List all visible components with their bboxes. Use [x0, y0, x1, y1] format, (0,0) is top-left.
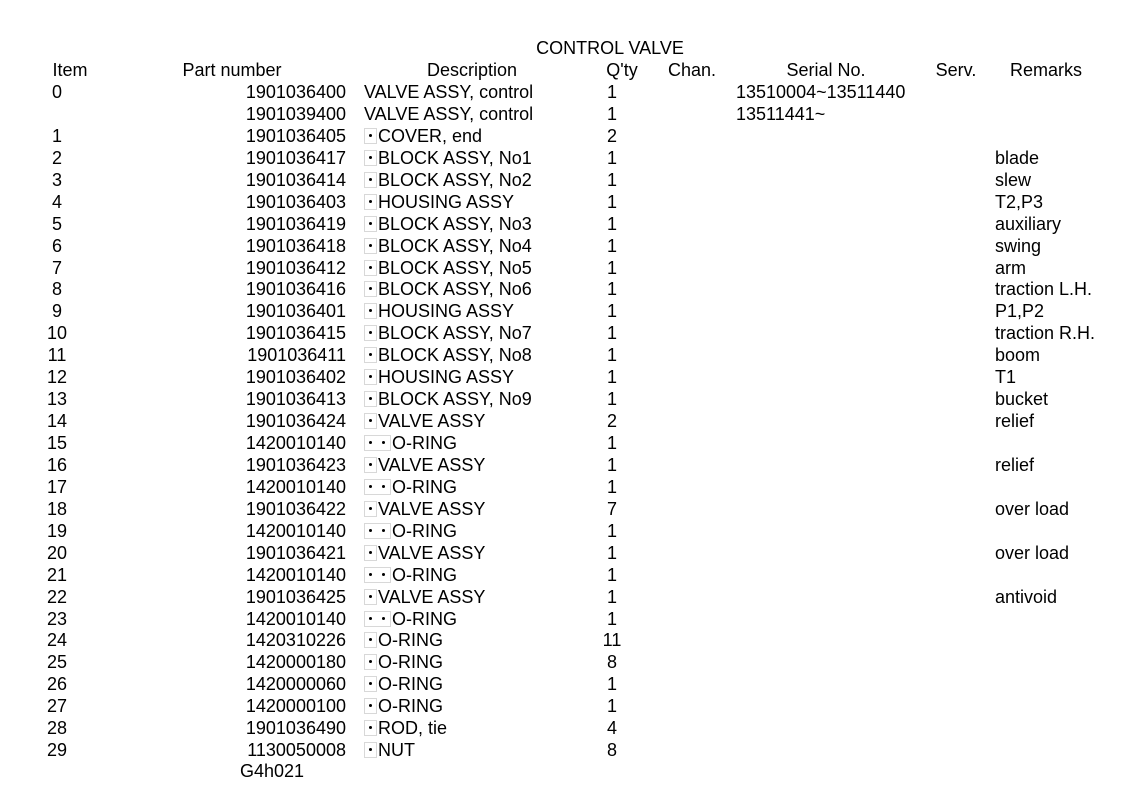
- description-cell: [364, 476, 457, 498]
- description-text: VALVE ASSY, control: [364, 82, 534, 102]
- item-number: 28: [46, 718, 68, 739]
- part-number: 1901036422: [245, 498, 346, 519]
- description-cell: [364, 410, 485, 432]
- description-cell: [364, 586, 485, 608]
- description-text: HOUSING ASSY: [378, 301, 515, 322]
- description-text: O-RING: [392, 608, 457, 629]
- quantity: 8: [606, 652, 617, 673]
- parts-table: [0, 81, 1139, 761]
- part-number: 1420000100: [245, 696, 346, 717]
- indent-marker-icon: [364, 194, 377, 210]
- part-number: 1420010140: [245, 476, 346, 497]
- quantity: 1: [606, 82, 617, 102]
- quantity: 11: [602, 630, 622, 651]
- part-number: 1901036411: [247, 345, 346, 366]
- description-text: BLOCK ASSY, No9: [378, 389, 532, 410]
- description-text: O-RING: [378, 674, 443, 695]
- remarks: T1: [995, 367, 1017, 388]
- indent-marker-icon: [364, 303, 377, 319]
- indent-marker-icon: [364, 216, 377, 232]
- table-row: [0, 103, 1139, 125]
- part-number: 1901036401: [245, 301, 346, 322]
- remarks: over load: [995, 498, 1070, 519]
- serial-number: 13511441~: [736, 103, 826, 124]
- table-row: [0, 542, 1139, 564]
- table-row: [0, 169, 1139, 191]
- indent-marker-icon: [364, 698, 377, 714]
- part-number: 1420000180: [245, 652, 346, 673]
- item-number: 24: [46, 630, 68, 651]
- description-cell: [364, 608, 457, 630]
- item-number: 5: [51, 213, 62, 234]
- item-number: 3: [51, 169, 62, 190]
- description-text: VALVE ASSY, control: [364, 103, 534, 124]
- table-row: [0, 213, 1139, 235]
- description-cell: [364, 454, 485, 476]
- description-text: VALVE ASSY: [378, 454, 486, 475]
- quantity: 1: [606, 301, 617, 322]
- item-number: 7: [51, 257, 62, 278]
- part-number: 1901036405: [245, 125, 346, 146]
- part-number: 1901036424: [245, 411, 346, 432]
- part-number: 1901036418: [245, 235, 346, 256]
- description-cell: [364, 388, 532, 410]
- remarks: relief: [995, 454, 1035, 475]
- header-change: Chan.: [667, 60, 717, 80]
- description-text: BLOCK ASSY, No7: [378, 323, 532, 344]
- quantity: 1: [606, 476, 617, 497]
- part-number: 1901036412: [245, 257, 346, 278]
- indent-marker-icon: [364, 720, 377, 736]
- item-number: 29: [46, 740, 68, 761]
- indent-marker-icon: [364, 172, 377, 188]
- remarks: auxiliary: [995, 213, 1062, 234]
- description-text: NUT: [378, 740, 415, 761]
- description-text: VALVE ASSY: [378, 586, 486, 607]
- remarks: T2,P3: [995, 191, 1044, 212]
- quantity: 1: [606, 586, 617, 607]
- header-service: Serv.: [935, 60, 977, 80]
- header-quantity: Q'ty: [606, 60, 638, 80]
- part-number: 1420310226: [245, 630, 346, 651]
- description-cell: [364, 103, 533, 125]
- description-text: O-RING: [392, 564, 457, 585]
- item-number: 10: [46, 323, 68, 344]
- header-remarks: Remarks: [1009, 60, 1082, 80]
- indent-marker-icon: [364, 742, 377, 758]
- description-cell: [364, 673, 443, 695]
- table-row: [0, 454, 1139, 476]
- item-number: 14: [46, 411, 68, 432]
- description-cell: [364, 695, 443, 717]
- part-number: 1901036415: [245, 323, 346, 344]
- description-text: BLOCK ASSY, No2: [378, 169, 532, 190]
- item-number: 21: [46, 564, 68, 585]
- description-text: HOUSING ASSY: [378, 191, 515, 212]
- quantity: 1: [606, 367, 617, 388]
- quantity: 1: [606, 345, 617, 366]
- description-cell: [364, 300, 514, 322]
- item-number: 12: [46, 367, 68, 388]
- table-row: [0, 651, 1139, 673]
- indent-marker-icon: [364, 391, 377, 407]
- indent-marker-icon: [364, 611, 391, 627]
- part-number: 1901036400: [245, 82, 346, 102]
- indent-marker-icon: [364, 413, 377, 429]
- indent-marker-icon: [364, 369, 377, 385]
- description-text: O-RING: [392, 433, 457, 453]
- quantity: 1: [606, 103, 617, 124]
- description-text: BLOCK ASSY, No8: [378, 345, 532, 366]
- indent-marker-icon: [364, 150, 377, 166]
- item-number: 20: [46, 542, 68, 563]
- header-serial-no: Serial No.: [786, 60, 866, 80]
- description-text: O-RING: [392, 520, 457, 541]
- description-text: O-RING: [378, 696, 443, 717]
- description-cell: [364, 257, 532, 279]
- item-number: 19: [46, 520, 68, 541]
- indent-marker-icon: [364, 676, 377, 692]
- description-cell: [364, 125, 482, 147]
- remarks: slew: [995, 169, 1032, 190]
- item-number: 18: [46, 498, 68, 519]
- item-number: 4: [51, 191, 62, 212]
- table-row: [0, 717, 1139, 739]
- part-number: 1901036403: [245, 191, 346, 212]
- table-row: [0, 81, 1139, 103]
- part-number: 1901036417: [245, 147, 346, 168]
- part-number: 1901036413: [245, 389, 346, 410]
- description-cell: [364, 147, 532, 169]
- description-text: VALVE ASSY: [378, 498, 486, 519]
- table-row: [0, 695, 1139, 717]
- remarks: blade: [995, 147, 1040, 168]
- table-row: [0, 476, 1139, 498]
- description-text: ROD, tie: [378, 718, 448, 739]
- indent-marker-icon: [364, 501, 377, 517]
- table-row: [0, 366, 1139, 388]
- part-number: 1420010140: [245, 564, 346, 585]
- quantity: 1: [606, 147, 617, 168]
- table-row: [0, 564, 1139, 586]
- item-number: 0: [51, 82, 62, 102]
- indent-marker-icon: [364, 281, 377, 297]
- table-row: [0, 278, 1139, 300]
- item-number: 27: [46, 696, 68, 717]
- description-text: BLOCK ASSY, No4: [378, 235, 532, 256]
- remarks: boom: [995, 345, 1041, 366]
- item-number: 2: [51, 147, 62, 168]
- table-row: [0, 498, 1139, 520]
- remarks: relief: [995, 411, 1035, 432]
- description-text: O-RING: [378, 630, 443, 651]
- description-cell: [364, 542, 485, 564]
- table-row: [0, 432, 1139, 454]
- indent-marker-icon: [364, 435, 391, 451]
- description-cell: [364, 432, 457, 454]
- description-text: BLOCK ASSY, No1: [378, 147, 532, 168]
- quantity: 8: [606, 740, 617, 761]
- description-cell: [364, 739, 415, 761]
- table-row: [0, 344, 1139, 366]
- description-cell: [364, 629, 443, 651]
- description-text: BLOCK ASSY, No5: [378, 257, 532, 278]
- quantity: 1: [606, 608, 617, 629]
- figure-code: G4h021: [240, 761, 305, 781]
- table-row: [0, 257, 1139, 279]
- header-description: Description: [426, 60, 518, 80]
- indent-marker-icon: [364, 347, 377, 363]
- part-number: 1901036423: [245, 454, 346, 475]
- part-number: 1420010140: [245, 433, 346, 453]
- item-number: 9: [51, 301, 62, 322]
- item-number: 1: [51, 125, 62, 146]
- item-number: 22: [46, 586, 68, 607]
- description-cell: [364, 235, 532, 257]
- description-text: COVER, end: [378, 125, 483, 146]
- table-row: [0, 629, 1139, 651]
- item-number: 8: [51, 279, 62, 300]
- indent-marker-icon: [364, 128, 377, 144]
- item-number: 23: [46, 608, 68, 629]
- description-cell: [364, 651, 443, 673]
- item-number: 11: [47, 345, 67, 366]
- quantity: 1: [606, 433, 617, 453]
- item-number: 15: [46, 433, 68, 453]
- table-row: [0, 191, 1139, 213]
- description-cell: [364, 366, 514, 388]
- quantity: 1: [606, 169, 617, 190]
- item-number: 17: [46, 476, 68, 497]
- description-cell: [364, 498, 485, 520]
- quantity: 1: [606, 542, 617, 563]
- part-number: 1901036414: [245, 169, 346, 190]
- indent-marker-icon: [364, 238, 377, 254]
- remarks: over load: [995, 542, 1070, 563]
- part-number: 1420010140: [245, 608, 346, 629]
- table-row: [0, 520, 1139, 542]
- indent-marker-icon: [364, 523, 391, 539]
- part-number: 1130050008: [247, 740, 346, 761]
- description-text: HOUSING ASSY: [378, 367, 515, 388]
- quantity: 1: [606, 323, 617, 344]
- indent-marker-icon: [364, 632, 377, 648]
- description-cell: [364, 520, 457, 542]
- part-number: 1901036402: [245, 367, 346, 388]
- part-number: 1901036416: [245, 279, 346, 300]
- serial-number: 13510004~13511440: [736, 82, 906, 102]
- header-item: Item: [52, 60, 88, 80]
- item-number: 26: [46, 674, 68, 695]
- description-cell: [364, 717, 447, 739]
- indent-marker-icon: [364, 654, 377, 670]
- item-number: 16: [46, 454, 68, 475]
- part-number: 1901039400: [245, 103, 346, 124]
- description-text: O-RING: [378, 652, 443, 673]
- quantity: 2: [606, 125, 617, 146]
- part-number: 1901036490: [245, 718, 346, 739]
- description-cell: [364, 322, 532, 344]
- table-row: [0, 322, 1139, 344]
- indent-marker-icon: [364, 479, 391, 495]
- table-row: [0, 586, 1139, 608]
- part-number: 1901036425: [245, 586, 346, 607]
- indent-marker-icon: [364, 589, 377, 605]
- description-cell: [364, 213, 532, 235]
- indent-marker-icon: [364, 325, 377, 341]
- description-cell: [364, 191, 514, 213]
- quantity: 4: [606, 718, 617, 739]
- description-text: O-RING: [392, 476, 457, 497]
- description-cell: [364, 564, 457, 586]
- table-row: [0, 125, 1139, 147]
- table-row: [0, 388, 1139, 410]
- remarks: bucket: [995, 389, 1049, 410]
- quantity: 1: [606, 520, 617, 541]
- quantity: 1: [606, 696, 617, 717]
- part-number: 1901036421: [245, 542, 346, 563]
- quantity: 1: [606, 564, 617, 585]
- indent-marker-icon: [364, 457, 377, 473]
- table-row: [0, 410, 1139, 432]
- quantity: 1: [606, 191, 617, 212]
- part-number: 1901036419: [245, 213, 346, 234]
- quantity: 1: [606, 213, 617, 234]
- indent-marker-icon: [364, 567, 391, 583]
- remarks: swing: [995, 235, 1042, 256]
- page-title: CONTROL VALVE: [536, 38, 684, 58]
- description-cell: [364, 278, 532, 300]
- description-cell: [364, 344, 532, 366]
- description-text: VALVE ASSY: [378, 542, 486, 563]
- table-row: [0, 300, 1139, 322]
- quantity: 1: [606, 454, 617, 475]
- table-row: [0, 739, 1139, 761]
- quantity: 1: [606, 257, 617, 278]
- indent-marker-icon: [364, 260, 377, 276]
- description-text: BLOCK ASSY, No3: [378, 213, 532, 234]
- item-number: 6: [51, 235, 62, 256]
- description-cell: [364, 81, 533, 103]
- header-part-number: Part number: [182, 60, 282, 80]
- remarks: arm: [995, 257, 1026, 278]
- quantity: 1: [606, 389, 617, 410]
- quantity: 1: [606, 235, 617, 256]
- table-row: [0, 147, 1139, 169]
- remarks: traction L.H.: [995, 279, 1093, 300]
- quantity: 7: [606, 498, 617, 519]
- description-cell: [364, 169, 532, 191]
- quantity: 1: [606, 674, 617, 695]
- quantity: 1: [606, 279, 617, 300]
- part-number: 1420010140: [245, 520, 346, 541]
- description-text: BLOCK ASSY, No6: [378, 279, 532, 300]
- remarks: antivoid: [995, 586, 1058, 607]
- quantity: 2: [606, 411, 617, 432]
- table-row: [0, 673, 1139, 695]
- description-text: VALVE ASSY: [378, 411, 486, 432]
- table-row: [0, 235, 1139, 257]
- part-number: 1420000060: [245, 674, 346, 695]
- indent-marker-icon: [364, 545, 377, 561]
- item-number: 13: [46, 389, 68, 410]
- item-number: 25: [46, 652, 68, 673]
- remarks: P1,P2: [995, 301, 1045, 322]
- remarks: traction R.H.: [995, 323, 1096, 344]
- table-row: [0, 608, 1139, 630]
